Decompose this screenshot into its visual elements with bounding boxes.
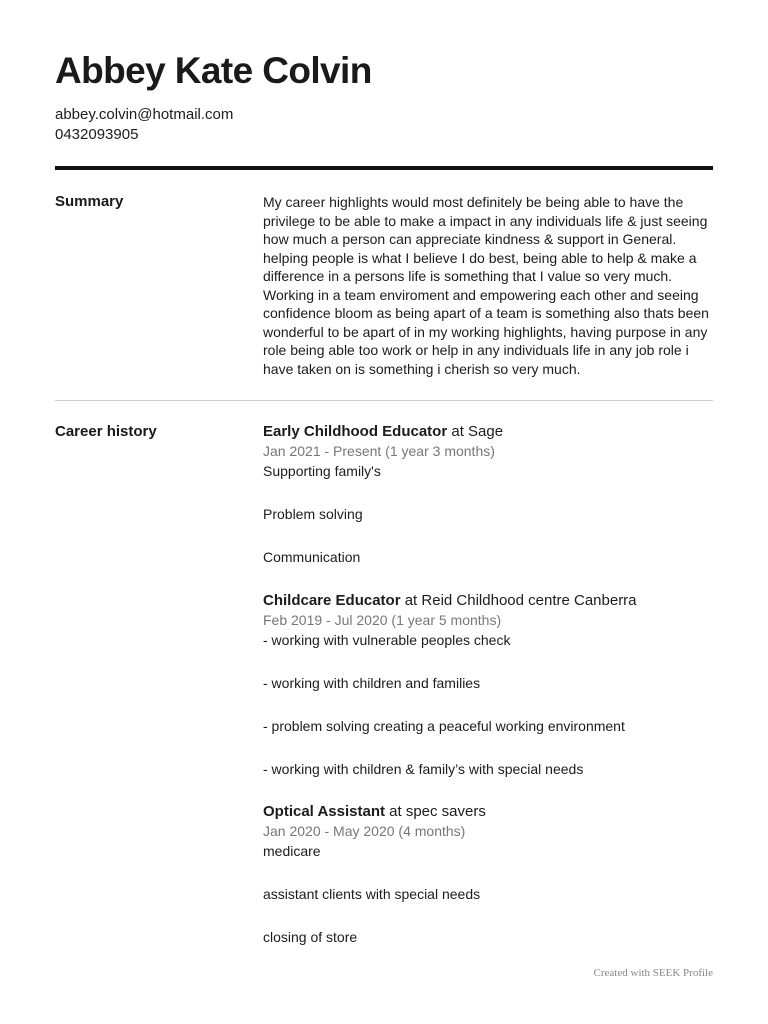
section-divider [55, 400, 713, 401]
summary-label: Summary [55, 193, 124, 210]
job-dates: Jan 2020 - May 2020 (4 months) [263, 823, 466, 839]
summary-text: My career highlights would most definitely be being able to have the privilege to be able to make a impact in any individuals life & just seeing how much a person can appreciate kindness & support in General. helping people is what I believe I do best, being able to help & make a difference in a persons life is something that I value so very much. Working in a team enviroment and empowering each other and seeing confidence bloom as being apart of a team is something also thats been wonderful to be apart of in my working highlights, having purpose in any role being able too work or help in any individuals life in any job role i have taken on is something i cherish so very much. [263, 194, 709, 377]
job-dates: Jan 2021 - Present (1 year 3 months) [263, 443, 495, 459]
email-address: abbey.colvin@hotmail.com [55, 106, 234, 123]
job-heading [263, 422, 715, 442]
job-entry [263, 591, 715, 802]
job-company: at Sage [451, 423, 504, 440]
job-duty: Problem solving [263, 506, 363, 522]
job-title: Childcare Educator [263, 592, 401, 609]
footer-credit: Created with SEEK Profile [593, 967, 713, 979]
job-duty: - working with vulnerable peoples check [263, 632, 511, 648]
header-divider [55, 166, 713, 170]
candidate-name: Abbey Kate Colvin [55, 50, 372, 91]
job-title: Optical Assistant [263, 803, 385, 820]
job-entry [263, 802, 715, 970]
phone-number: 0432093905 [55, 126, 139, 143]
job-duty: - working with children & family’s with special needs [263, 761, 584, 777]
job-company: at Reid Childhood centre Canberra [404, 592, 637, 609]
contact-block [55, 105, 233, 145]
job-duty: assistant clients with special needs [263, 886, 481, 902]
job-duty: Supporting family's [263, 463, 381, 479]
job-duty: Communication [263, 549, 361, 565]
career-history-label: Career history [55, 423, 157, 440]
job-heading [263, 802, 715, 822]
job-duty: - problem solving creating a peaceful working environment [263, 718, 625, 734]
job-duty: medicare [263, 843, 321, 859]
job-duty: closing of store [263, 929, 358, 945]
job-dates: Feb 2019 - Jul 2020 (1 year 5 months) [263, 612, 502, 628]
job-title: Early Childhood Educator [263, 423, 448, 440]
job-company: at spec savers [389, 803, 486, 820]
job-duty: - working with children and families [263, 675, 481, 691]
job-entry [263, 422, 715, 590]
job-heading [263, 591, 715, 611]
